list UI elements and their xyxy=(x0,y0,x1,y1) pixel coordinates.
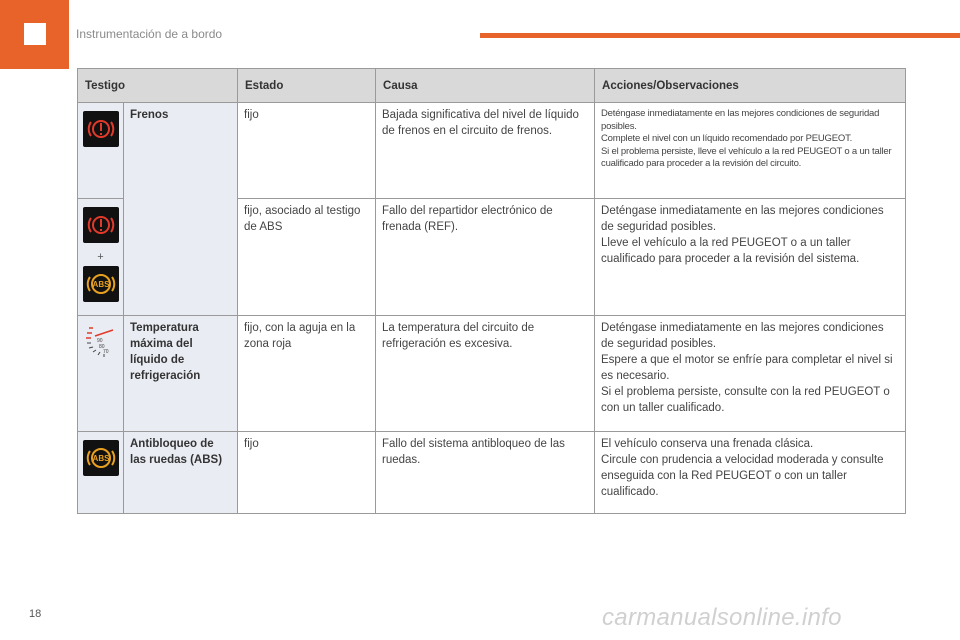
svg-text:80: 80 xyxy=(98,344,105,350)
page-number: 18 xyxy=(29,608,42,620)
section-tab-block xyxy=(0,0,69,69)
table-header-row xyxy=(78,69,906,103)
abs-warning-icon xyxy=(83,266,119,302)
table-row xyxy=(78,432,906,514)
estado-cell: fijo, asociado al testigo de ABS xyxy=(238,199,376,316)
column-header-acciones: Acciones/Observaciones xyxy=(595,69,906,103)
watermark: carmanualsonline.info xyxy=(602,604,842,631)
causa-cell: La temperatura del circuito de refrigeración es excesiva. xyxy=(376,316,595,432)
table-row xyxy=(78,316,906,432)
light-name-temperatura: Temperatura máxima del líquido de refrigeración xyxy=(124,316,238,432)
light-name-abs: Antibloqueo de las ruedas (ABS) xyxy=(124,432,238,514)
coolant-temperature-cell xyxy=(78,316,124,432)
section-title: Instrumentación de a bordo xyxy=(76,27,223,41)
svg-text:90: 90 xyxy=(96,338,103,344)
causa-cell: Bajada significativa del nivel de líquido de frenos en el circuito de frenos. xyxy=(376,103,595,199)
brake-warning-cell xyxy=(78,103,124,199)
coolant-temperature-gauge-icon xyxy=(81,324,121,362)
abs-cell xyxy=(78,432,124,514)
table-row xyxy=(78,103,906,199)
header-rule xyxy=(480,33,960,38)
estado-cell: fijo xyxy=(238,432,376,514)
brake-warning-icon xyxy=(83,111,119,147)
estado-cell: fijo, con la aguja en la zona roja xyxy=(238,316,376,432)
estado-cell: fijo xyxy=(238,103,376,199)
causa-cell: Fallo del sistema antibloqueo de las ruedas. xyxy=(376,432,595,514)
column-header-testigo: Testigo xyxy=(78,69,238,103)
acciones-cell: El vehículo conserva una frenada clásica. Circule con prudencia a velocidad moderada y consulte enseguida con la Red PEUGEOT o con un taller cualificado. xyxy=(595,432,906,514)
column-header-estado: Estado xyxy=(238,69,376,103)
column-header-causa: Causa xyxy=(376,69,595,103)
brake-warning-icon xyxy=(83,207,119,243)
light-name-frenos: Frenos xyxy=(124,103,238,316)
brake-abs-cell xyxy=(78,199,124,316)
abs-warning-icon xyxy=(83,440,119,476)
acciones-cell: Deténgase inmediatamente en las mejores condiciones de seguridad posibles. Espere a que el motor se enfríe para completar el nivel si es necesario. Si el problema persiste, consulte con la red PEUGEOT o con un taller cualificado. xyxy=(595,316,906,432)
causa-cell: Fallo del repartidor electrónico de frenada (REF). xyxy=(376,199,595,316)
svg-text:70: 70 xyxy=(102,349,109,355)
acciones-cell: Deténgase inmediatamente en las mejores condiciones de seguridad posibles. Complete el nivel con un líquido recomendado por PEUGEOT. Si el problema persiste, lleve el vehículo a la red PEUGEOT o a un taller cualificado para proceder a la revisión del circuito. xyxy=(595,103,906,199)
plus-sign: + xyxy=(97,251,104,263)
svg-text:ABS: ABS xyxy=(92,280,109,289)
acciones-cell: Deténgase inmediatamente en las mejores condiciones de seguridad posibles. Lleve el vehículo a la red PEUGEOT o a un taller cualificado para proceder a la revisión del sistema. xyxy=(595,199,906,316)
warning-lights-table xyxy=(77,68,906,514)
section-tab-marker xyxy=(24,23,46,45)
svg-text:ABS: ABS xyxy=(92,454,109,463)
